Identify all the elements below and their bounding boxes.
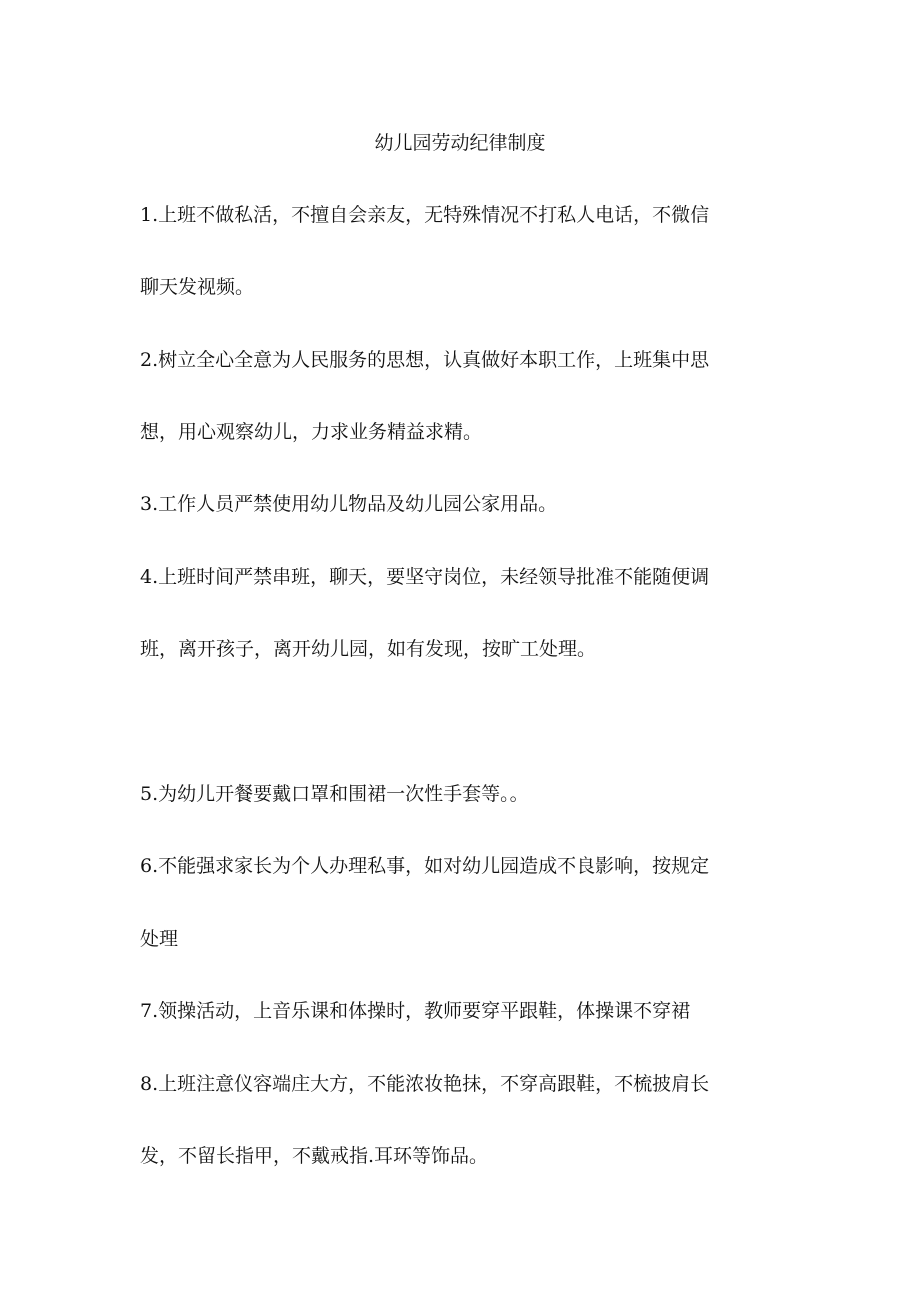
rule-7-line-1: 7.领操活动，上音乐课和体操时，教师要穿平跟鞋，体操课不穿裙 (140, 1000, 691, 1022)
rule-8-line-2: 发，不留长指甲，不戴戒指.耳环等饰品。 (140, 1145, 489, 1167)
rule-2-line-2: 想，用心观察幼儿，力求业务精益求精。 (140, 421, 483, 443)
rule-2-line-1: 2.树立全心全意为人民服务的思想，认真做好本职工作，上班集中思 (140, 349, 710, 371)
rule-5-line-1: 5.为幼儿开餐要戴口罩和围裙一次性手套等。。 (140, 783, 529, 805)
rule-6-line-1: 6.不能强求家长为个人办理私事，如对幼儿园造成不良影响，按规定 (140, 855, 710, 877)
rule-4-line-2: 班，离开孩子，离开幼儿园，如有发现，按旷工处理。 (140, 638, 597, 660)
rule-1-line-2: 聊天发视频。 (140, 276, 255, 298)
rule-6-line-2: 处理 (140, 928, 179, 950)
rule-8-line-1: 8.上班注意仪容端庄大方，不能浓妆艳抹，不穿高跟鞋，不梳披肩长 (140, 1073, 710, 1095)
rule-3-line-1: 3.工作人员严禁使用幼儿物品及幼儿园公家用品。 (140, 493, 558, 515)
document-title: 幼儿园劳动纪律制度 (374, 132, 546, 154)
rule-1-line-1: 1.上班不做私活，不擅自会亲友，无特殊情况不打私人电话，不微信 (140, 204, 710, 226)
rule-4-line-1: 4.上班时间严禁串班，聊天，要坚守岗位，未经领导批准不能随便调 (140, 566, 710, 588)
